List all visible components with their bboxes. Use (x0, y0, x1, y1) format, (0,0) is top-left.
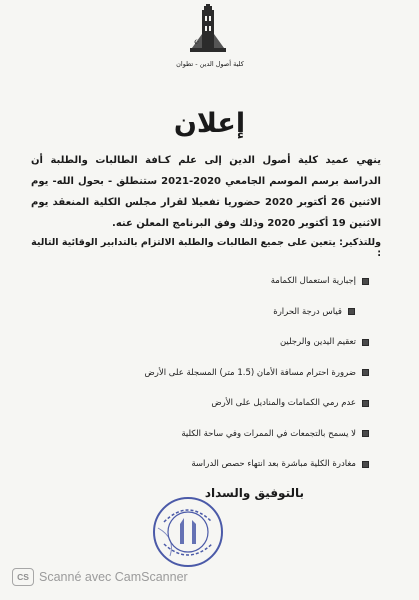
square-bullet-icon (348, 308, 355, 315)
list-item (39, 327, 369, 358)
measure-text: عدم رمي الكمامات والمناديل على الأرض (211, 398, 356, 409)
square-bullet-icon (362, 400, 369, 407)
square-bullet-icon (362, 339, 369, 346)
square-bullet-icon (362, 369, 369, 376)
page-title: إعلان (173, 108, 246, 139)
reminder-text: وللتذكير: يتعين على جميع الطالبات والطلبة الالتزام بالتدابير الوقائية التالية : (31, 237, 381, 259)
camscanner-watermark (12, 568, 188, 586)
list-item (39, 449, 369, 480)
square-bullet-icon (362, 461, 369, 468)
svg-text:☪: ☪ (194, 39, 200, 46)
list-item (39, 419, 369, 450)
list-item (39, 388, 369, 419)
watermark-text: Scanné avec CamScanner (39, 570, 188, 584)
measure-text: مغادرة الكلية مباشرة بعد انتهاء حصص الدراسة (191, 459, 356, 470)
square-bullet-icon (362, 278, 369, 285)
measures-list (39, 266, 369, 480)
measure-text: قياس درجة الحرارة (273, 306, 342, 317)
list-item (39, 266, 369, 297)
measure-text: ضرورة احترام مسافة الأمان (1.5 متر) المسجلة على الأرض (144, 367, 356, 378)
measure-text: إجبارية استعمال الكمامة (270, 276, 356, 287)
list-item (39, 358, 369, 389)
camscanner-logo-icon: CS (12, 568, 34, 586)
institution-caption: كلية أصول الدين - تطوان (176, 60, 244, 68)
faculty-logo (188, 4, 228, 56)
measure-text: لا يسمح بالتجمعات في الممرات وفي ساحة الكلية (181, 428, 356, 439)
official-stamp (150, 494, 226, 570)
measure-text: تعقيم اليدين والرجلين (279, 337, 356, 348)
closing-text: بالتوفيق والسداد (204, 486, 304, 500)
list-item (39, 297, 369, 328)
square-bullet-icon (362, 430, 369, 437)
announcement-body: ينهي عميد كلية أصول الدين إلى علم كـافة الطالبات والطلبة أن الدراسة برسم الموسم الجامعي 2020-2021 ستنطلق - بحول الله- يوم الاثنين 26 أكتوبر 2020 حضوريا تفعيلا لقرار مجلس الكلية المنعقد يوم الاثنين 19 أكتوبر 2020 وذلك وفق البرنامج المعلن عنه. (31, 155, 381, 229)
